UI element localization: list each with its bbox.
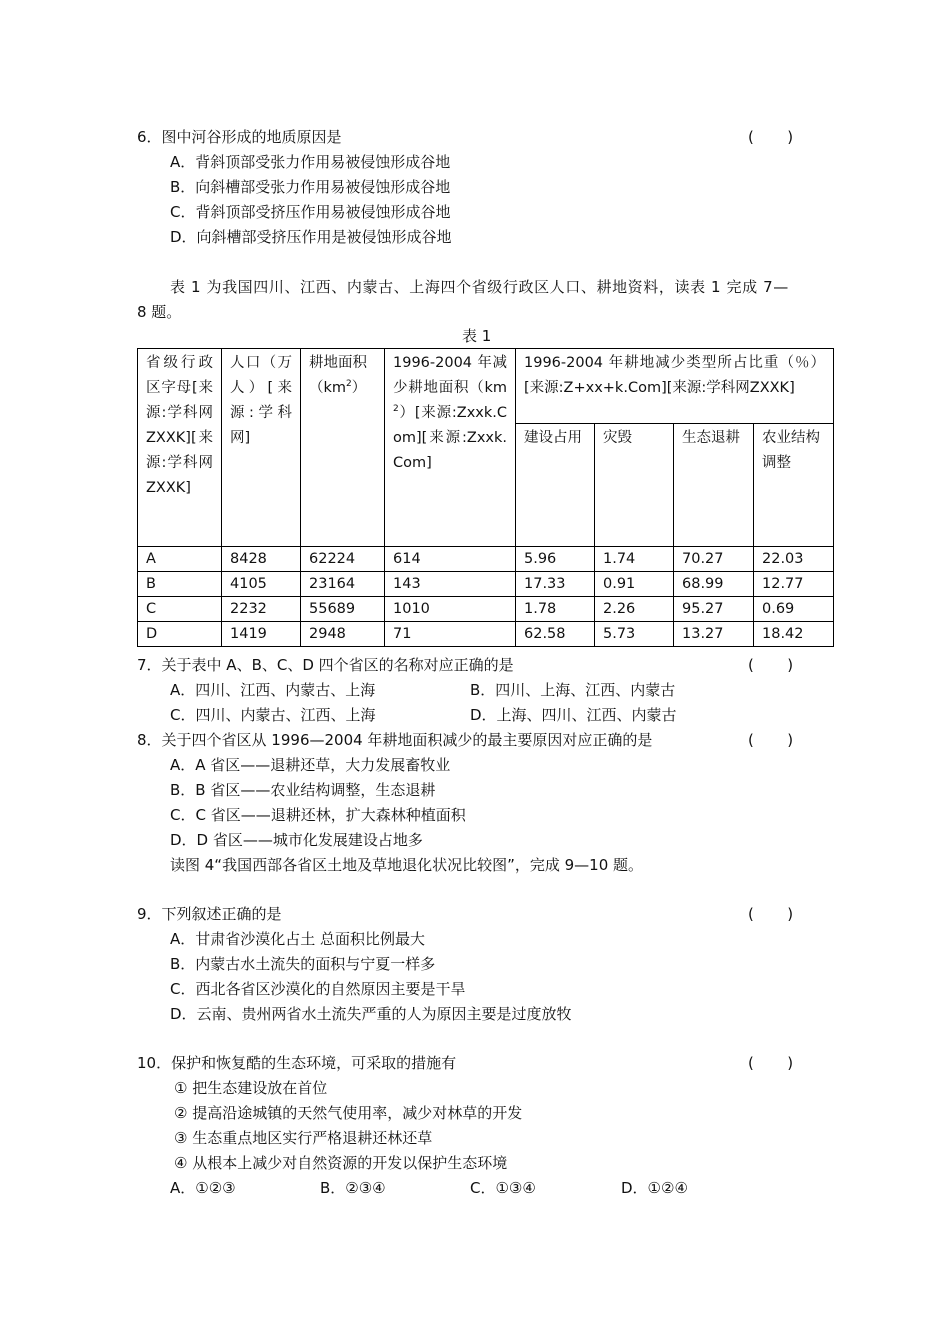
q7-option-c: C．四川、内蒙古、江西、上海 <box>170 706 376 724</box>
table-cell: 70.27 <box>674 547 754 572</box>
q6-option-d: D．向斜槽部受挤压作用是被侵蚀形成谷地 <box>170 228 452 246</box>
header-farmland-area: 耕地面积$(km^2)$ <box>301 349 385 547</box>
table-row-label: A <box>138 547 222 572</box>
q10-item-4: ④ 从根本上减少对自然资源的开发以保护生态环境 <box>174 1154 508 1172</box>
table-cell: 143 <box>385 572 516 597</box>
header-region: 省级行政区字母[来源:学科网ZXXK][来源:学科网ZXXK] <box>138 349 222 547</box>
table-cell: 2232 <box>222 597 301 622</box>
header-reduced-area: 1996-2004 年减少耕地面积$(km^2)$[来源:Zxxk.Com][来源:Zxxk.Com] <box>385 349 516 547</box>
q10-stem: 10．保护和恢复酷的生态环境，可采取的措施有 <box>137 1054 457 1072</box>
q10-option-d: D．①②④ <box>621 1179 688 1197</box>
q9-option-a: A．甘肃省沙漠化占土 总面积比例最大 <box>170 930 426 948</box>
table-row-label: C <box>138 597 222 622</box>
table-row-label: B <box>138 572 222 597</box>
table-cell: 1.74 <box>595 547 674 572</box>
q10-option-b: B．②③④ <box>320 1179 386 1197</box>
header-population: 人口（万人）[来源:学科网] <box>222 349 301 547</box>
q6-option-a: A．背斜顶部受张力作用易被侵蚀形成谷地 <box>170 153 451 171</box>
q6-stem: 6．图中河谷形成的地质原因是 <box>137 128 342 146</box>
q7-option-d: D．上海、四川、江西、内蒙古 <box>470 706 677 724</box>
table-cell: 0.69 <box>754 597 834 622</box>
table-cell: 12.77 <box>754 572 834 597</box>
table-1 <box>137 348 834 647</box>
q9-stem: 9．下列叙述正确的是 <box>137 905 282 923</box>
q10-answer-paren: ( ) <box>748 1054 794 1072</box>
header-reduction-types: 1996-2004 年耕地减少类型所占比重（％）[来源:Z+xx+k.Com][来源:学科网ZXXK] <box>516 349 834 424</box>
header-construction: 建设占用 <box>516 424 595 547</box>
q8-option-c: C．C 省区——退耕还林，扩大森林种植面积 <box>170 806 466 824</box>
table-cell: 0.91 <box>595 572 674 597</box>
q10-item-2: ② 提高沿途城镇的天然气使用率，减少对林草的开发 <box>174 1104 523 1122</box>
q10-item-1: ① 把生态建设放在首位 <box>174 1079 328 1097</box>
table-row <box>138 597 834 622</box>
q6-option-c: C．背斜顶部受挤压作用易被侵蚀形成谷地 <box>170 203 451 221</box>
table-caption: 表 1 <box>462 327 492 345</box>
header-ecological-retirement: 生态退耕 <box>674 424 754 547</box>
table-cell: 55689 <box>301 597 385 622</box>
q7-option-b: B．四川、上海、江西、内蒙古 <box>470 681 676 699</box>
table-cell: 18.42 <box>754 622 834 647</box>
table-cell: 5.73 <box>595 622 674 647</box>
table-cell: 4105 <box>222 572 301 597</box>
q8-option-a: A．A 省区——退耕还草，大力发展畜牧业 <box>170 756 451 774</box>
table-cell: 95.27 <box>674 597 754 622</box>
q6-option-b: B．向斜槽部受张力作用易被侵蚀形成谷地 <box>170 178 451 196</box>
q10-option-a: A．①②③ <box>170 1179 236 1197</box>
table-cell: 62.58 <box>516 622 595 647</box>
q9-option-b: B．内蒙古水土流失的面积与宁夏一样多 <box>170 955 436 973</box>
q10-item-3: ③ 生态重点地区实行严格退耕还林还草 <box>174 1129 433 1147</box>
table-cell: 13.27 <box>674 622 754 647</box>
q6-answer-paren: ( ) <box>748 128 794 146</box>
table-cell: 2.26 <box>595 597 674 622</box>
q8-stem: 8．关于四个省区从 1996—2004 年耕地面积减少的最主要原因对应正确的是 <box>137 731 653 749</box>
q9-answer-paren: ( ) <box>748 905 794 923</box>
q8-answer-paren: ( ) <box>748 731 794 749</box>
table-cell: 62224 <box>301 547 385 572</box>
table-cell: 5.96 <box>516 547 595 572</box>
table-row <box>138 572 834 597</box>
table-cell: 17.33 <box>516 572 595 597</box>
table-cell: 71 <box>385 622 516 647</box>
q8-option-d: D．D 省区——城市化发展建设占地多 <box>170 831 423 849</box>
header-disaster: 灾毁 <box>595 424 674 547</box>
figure4-intro: 读图 4“我国西部各省区土地及草地退化状况比较图”，完成 9—10 题。 <box>170 856 644 874</box>
q9-option-d: D．云南、贵州两省水土流失严重的人为原因主要是过度放牧 <box>170 1005 572 1023</box>
q7-answer-paren: ( ) <box>748 656 794 674</box>
table-intro-line2: 8 题。 <box>137 303 182 321</box>
table-cell: 8428 <box>222 547 301 572</box>
table-row <box>138 622 834 647</box>
table-cell: 68.99 <box>674 572 754 597</box>
table-cell: 2948 <box>301 622 385 647</box>
table-row <box>138 547 834 572</box>
table-row-label: D <box>138 622 222 647</box>
table-intro-line1: 表 1 为我国四川、江西、内蒙古、上海四个省级行政区人口、耕地资料，读表 1 完成 7— <box>170 278 789 296</box>
table-cell: 1419 <box>222 622 301 647</box>
q10-option-c: C．①③④ <box>470 1179 536 1197</box>
header-agri-adjustment: 农业结构调整 <box>754 424 834 547</box>
table-cell: 23164 <box>301 572 385 597</box>
table-cell: 22.03 <box>754 547 834 572</box>
table-cell: 1.78 <box>516 597 595 622</box>
q7-option-a: A．四川、江西、内蒙古、上海 <box>170 681 376 699</box>
q7-stem: 7．关于表中 A、B、C、D 四个省区的名称对应正确的是 <box>137 656 514 674</box>
table-cell: 1010 <box>385 597 516 622</box>
q9-option-c: C．西北各省区沙漠化的自然原因主要是干旱 <box>170 980 466 998</box>
q8-option-b: B．B 省区——农业结构调整，生态退耕 <box>170 781 436 799</box>
table-cell: 614 <box>385 547 516 572</box>
